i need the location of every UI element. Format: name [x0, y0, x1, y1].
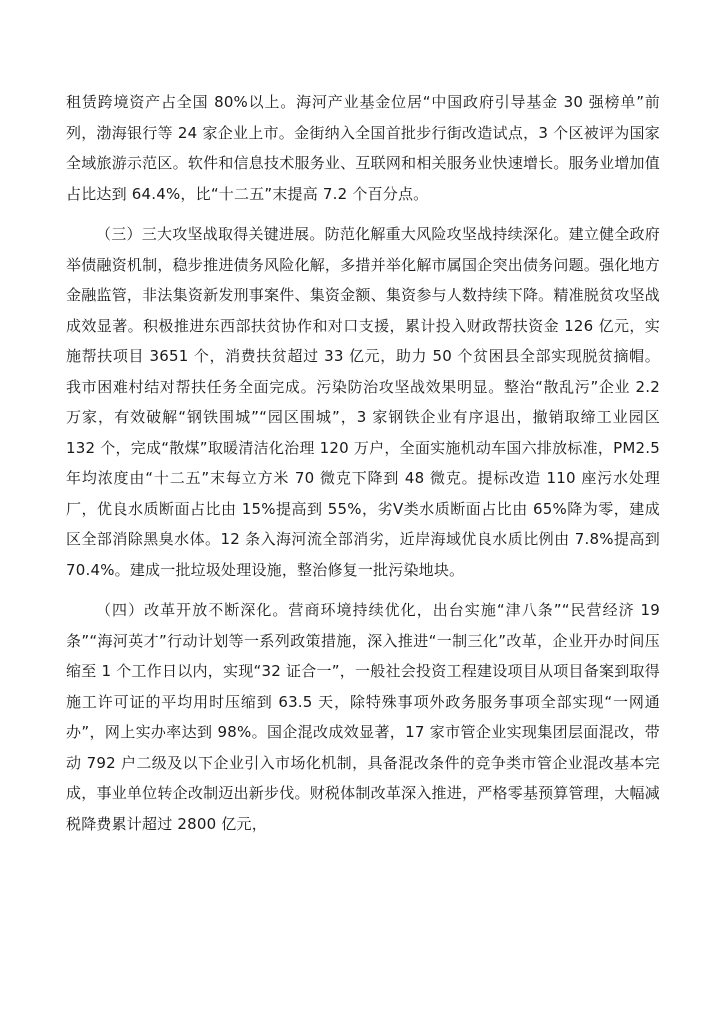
paragraph-services-continued: 租赁跨境资产占全国 80%以上。海河产业基金位居“中国政府引导基金 30 强榜单”前列，渤海银行等 24 家企业上市。金街纳入全国首批步行街改造试点，3 个区被评为国家全域旅游示范区。软件和信息技术服务业、互联网和相关服务业快速增长。服务业增加值占比达到 64.4%，比“十二五”末提高 7.2 个百分点。 [66, 93, 660, 203]
paragraph-reform-opening: （四）改革开放不断深化。营商环境持续优化，出台实施“津八条”“民营经济 19 条”“海河英才”行动计划等一系列政策措施，深入推进“一制三化”改革，企业开办时间压缩至 1 个工作日以内，实现“32 证合一”，一般社会投资工程建设项目从项目备案到取得施工许可证的平均用时压缩到 63.5 天，除特殊事项外政务服务事项全部实现“一网通办”，网上实办率达到 98%。国企混改成效显著，17 家市管企业实现集团层面混改，带动 792 户二级及以下企业引入市场化机制，具备混改条件的竞争类市管企业混改基本完成，事业单位转企改制迈出新步伐。财税体制改革深入推进，严格零基预算管理，大幅减税降费累计超过 2800 亿元， [66, 601, 660, 833]
paragraph-three-battles: （三）三大攻坚战取得关键进展。防范化解重大风险攻坚战持续深化。建立健全政府举债融资机制，稳步推进债务风险化解，多措并举化解市属国企突出债务问题。强化地方金融监管，非法集资新发刑事案件、集资金额、集资参与人数持续下降。精准脱贫攻坚战成效显著。积极推进东西部扶贫协作和对口支援，累计投入财政帮扶资金 126 亿元，实施帮扶项目 3651 个，消费扶贫超过 33 亿元，助力 50 个贫困县全部实现脱贫摘帽。我市困难村结对帮扶任务全面完成。污染防治攻坚战效果明显。整治“散乱污”企业 2.2 万家，有效破解“钢铁围城”“园区围城”，3 家钢铁企业有序退出，撤销取缔工业园区 132 个，完成“散煤”取暖清洁化治理 120 万户，全面实施机动车国六排放标准，PM2.5 年均浓度由“十二五”末每立方米 70 微克下降到 48 微克。提标改造 110 座污水处理厂，优良水质断面占比由 15%提高到 55%，劣Ⅴ类水质断面占比由 65%降为零，建成区全部消除黑臭水体。12 条入海河流全部消劣，近岸海域优良水质比例由 7.8%提高到 70.4%。建成一批垃圾处理设施，整治修复一批污染地块。 [66, 225, 660, 579]
